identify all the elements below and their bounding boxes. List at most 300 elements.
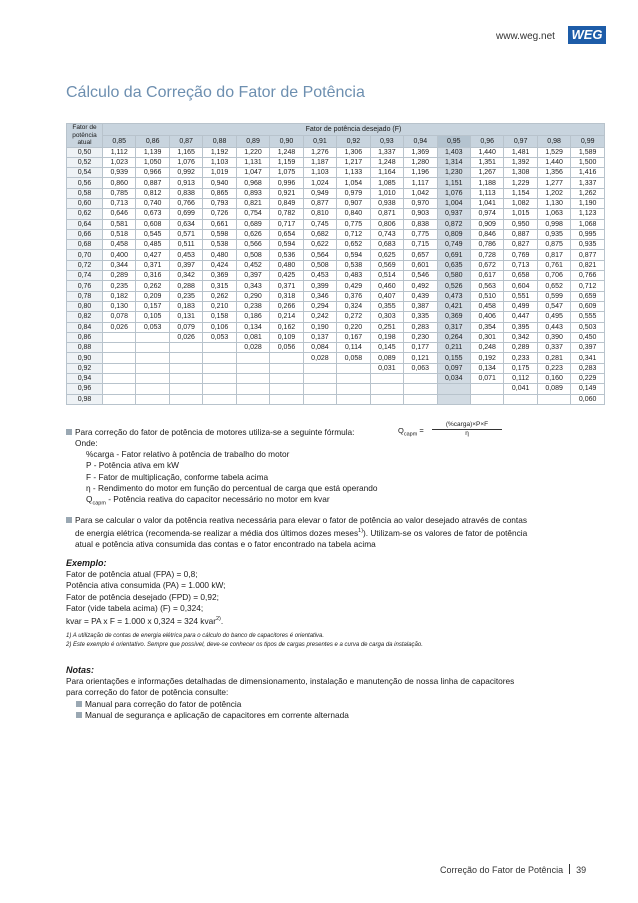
table-row: [67, 301, 605, 311]
factor-cell: 0,272: [337, 312, 370, 322]
factor-cell: 0,397: [236, 271, 269, 281]
desired-pf-column-header: 0,85: [103, 135, 136, 147]
factor-cell: 0,838: [169, 188, 202, 198]
factor-cell: 0,483: [337, 271, 370, 281]
factor-cell: 0,183: [169, 301, 202, 311]
factor-cell: 0,158: [203, 312, 236, 322]
table-row: [67, 353, 605, 363]
factor-cell: 0,503: [571, 322, 605, 332]
factor-cell: 0,317: [437, 322, 470, 332]
factor-cell: 0,294: [303, 301, 336, 311]
factor-cell: 0,622: [303, 240, 336, 250]
factor-cell: 0,460: [370, 281, 403, 291]
factor-cell: 0,594: [337, 250, 370, 260]
table-row: [67, 240, 605, 250]
factor-cell: 0,427: [136, 250, 169, 260]
factor-cell: 0,041: [504, 384, 537, 394]
current-pf-cell: 0,54: [67, 168, 103, 178]
factor-cell: 0,343: [236, 281, 269, 291]
factor-cell: 0,740: [136, 198, 169, 208]
factor-cell: 0,134: [236, 322, 269, 332]
factor-cell: 0,424: [203, 260, 236, 270]
factor-cell: 0,538: [203, 240, 236, 250]
bullet-square-icon: [76, 712, 82, 718]
factor-cell: [136, 332, 169, 342]
factor-cell: 0,315: [203, 281, 236, 291]
factor-cell: 0,785: [103, 188, 136, 198]
factor-cell: 1,015: [504, 209, 537, 219]
factor-cell: 0,706: [537, 271, 570, 281]
factor-cell: 0,230: [404, 332, 437, 342]
page-title: Cálculo da Correção do Fator de Potência: [66, 84, 365, 101]
factor-cell: 0,242: [303, 312, 336, 322]
factor-cell: [203, 384, 236, 394]
example-section: Exemplo: Fator de potência atual (FPA) = 0,8; Potência ativa consumida (PA) = 1.000 kW; Fator de potência desejado (FPD) = 0,92; Fator (vide tabela acima) (F) = 0,324; kvar = PA x F = 1.000 x 0,324 = 324 kvar$^{2)}$.: [66, 558, 606, 627]
factor-cell: 0,211: [437, 343, 470, 353]
desired-pf-header: Fator de potência desejado (F): [103, 124, 605, 136]
weg-logo: WEG: [568, 26, 606, 44]
factor-cell: 1,276: [303, 147, 336, 157]
factor-cell: 0,909: [470, 219, 503, 229]
factor-cell: 0,480: [203, 250, 236, 260]
current-pf-cell: 0,76: [67, 281, 103, 291]
factor-cell: 0,281: [537, 353, 570, 363]
factor-cell: [103, 353, 136, 363]
notes-heading: Notas:: [66, 665, 95, 675]
factor-cell: 1,440: [537, 157, 570, 167]
factor-cell: 1,403: [437, 147, 470, 157]
factor-cell: 1,165: [169, 147, 202, 157]
table-header-row: [67, 124, 605, 136]
factor-cell: 0,387: [404, 301, 437, 311]
factor-cell: 0,028: [236, 343, 269, 353]
factor-cell: [437, 394, 470, 404]
factor-cell: 0,145: [370, 343, 403, 353]
table-row: [67, 363, 605, 373]
factor-cell: 0,921: [270, 188, 303, 198]
factor-cell: 0,229: [571, 374, 605, 384]
current-pf-cell: 0,80: [67, 301, 103, 311]
factor-cell: [504, 394, 537, 404]
factor-cell: 0,887: [136, 178, 169, 188]
current-pf-cell: 0,70: [67, 250, 103, 260]
current-pf-cell: 0,66: [67, 229, 103, 239]
factor-cell: 0,397: [571, 343, 605, 353]
table-row: [67, 168, 605, 178]
table-row: [67, 250, 605, 260]
current-pf-cell: 0,78: [67, 291, 103, 301]
factor-cell: 0,034: [437, 374, 470, 384]
factor-cell: 0,399: [303, 281, 336, 291]
factor-cell: 0,673: [136, 209, 169, 219]
factor-cell: 0,860: [103, 178, 136, 188]
current-pf-cell: 0,50: [67, 147, 103, 157]
factor-cell: 0,601: [404, 260, 437, 270]
factor-cell: 0,235: [169, 291, 202, 301]
factor-cell: [404, 384, 437, 394]
factor-cell: [337, 394, 370, 404]
table-row: [67, 281, 605, 291]
factor-cell: 0,443: [537, 322, 570, 332]
factor-cell: 0,609: [571, 301, 605, 311]
factor-cell: [169, 384, 202, 394]
factor-cell: 0,974: [470, 209, 503, 219]
factor-cell: 1,123: [571, 209, 605, 219]
factor-cell: 0,689: [236, 219, 269, 229]
factor-cell: 0,026: [169, 332, 202, 342]
table-row: [67, 209, 605, 219]
factor-cell: 1,159: [270, 157, 303, 167]
factor-cell: 0,566: [236, 240, 269, 250]
factor-cell: 1,337: [370, 147, 403, 157]
factor-cell: 1,082: [504, 198, 537, 208]
factor-cell: 0,715: [404, 240, 437, 250]
factor-cell: 0,526: [437, 281, 470, 291]
desired-pf-column-header: 0,86: [136, 135, 169, 147]
table-row: [67, 188, 605, 198]
bullet-square-icon: [66, 517, 72, 523]
manual-item[interactable]: Manual de segurança e aplicação de capacitores em corrente alternada: [66, 710, 606, 721]
factor-cell: 0,160: [537, 374, 570, 384]
factor-cell: [103, 343, 136, 353]
factor-cell: 0,998: [537, 219, 570, 229]
factor-cell: [537, 394, 570, 404]
factor-cell: 1,230: [437, 168, 470, 178]
desired-pf-column-header: 0,99: [571, 135, 605, 147]
factor-cell: 0,939: [103, 168, 136, 178]
factor-cell: 1,196: [404, 168, 437, 178]
factor-cell: [470, 394, 503, 404]
factor-cell: 0,865: [203, 188, 236, 198]
current-pf-cell: 0,96: [67, 384, 103, 394]
factor-cell: 0,081: [236, 332, 269, 342]
desired-pf-column-header: 0,91: [303, 135, 336, 147]
footnotes: 1) A utilização de contas de energia elétrica para o cálculo do banco de capacitores é orientativa. 2) Este exemplo é orientativo. Sempre que possível, deve-se conhecer os tipos de cargas presentes e a curva de carga da instalação.: [66, 633, 423, 648]
current-pf-cell: 0,72: [67, 260, 103, 270]
desired-pf-column-header: 0,96: [470, 135, 503, 147]
factor-cell: 0,849: [270, 198, 303, 208]
factor-cell: 0,935: [537, 229, 570, 239]
factor-cell: 0,743: [370, 229, 403, 239]
factor-cell: [370, 384, 403, 394]
factor-cell: 0,938: [370, 198, 403, 208]
factor-cell: 1,220: [236, 147, 269, 157]
factor-cell: 1,113: [470, 188, 503, 198]
factor-cell: [236, 394, 269, 404]
factor-cell: 0,058: [337, 353, 370, 363]
factor-cell: 0,887: [504, 229, 537, 239]
factor-cell: 0,376: [337, 291, 370, 301]
factor-cell: 0,248: [470, 343, 503, 353]
factor-cell: 0,766: [571, 271, 605, 281]
factor-cell: [169, 363, 202, 373]
factor-cell: 0,937: [437, 209, 470, 219]
factor-cell: [236, 363, 269, 373]
desired-pf-columns: [67, 135, 605, 147]
factor-cell: 1,192: [203, 147, 236, 157]
manual-item[interactable]: Manual para correção do fator de potência: [66, 699, 606, 710]
factor-cell: 0,198: [370, 332, 403, 342]
factor-cell: 0,968: [236, 178, 269, 188]
current-pf-cell: 0,90: [67, 353, 103, 363]
factor-cell: 0,726: [203, 209, 236, 219]
factor-cell: 0,155: [437, 353, 470, 363]
factor-cell: 1,068: [571, 219, 605, 229]
desired-pf-column-header: 0,88: [203, 135, 236, 147]
factor-cell: 0,871: [370, 209, 403, 219]
factor-cell: [270, 363, 303, 373]
power-factor-table: [66, 123, 605, 405]
factor-cell: 0,508: [303, 260, 336, 270]
factor-cell: 0,395: [504, 322, 537, 332]
desired-pf-column-header: 0,97: [504, 135, 537, 147]
factor-cell: 0,371: [270, 281, 303, 291]
table-row: [67, 198, 605, 208]
factor-cell: [203, 363, 236, 373]
factor-cell: 0,672: [470, 260, 503, 270]
table-row: [67, 343, 605, 353]
factor-cell: 0,214: [270, 312, 303, 322]
factor-cell: 0,167: [337, 332, 370, 342]
factor-cell: 0,089: [537, 384, 570, 394]
factor-cell: 0,812: [136, 188, 169, 198]
factor-cell: [136, 353, 169, 363]
formula-intro: Para correção do fator de potência de motores utiliza-se a seguinte fórmula:: [66, 427, 606, 438]
factor-cell: 1,500: [571, 157, 605, 167]
factor-cell: 1,392: [504, 157, 537, 167]
factor-cell: 1,190: [571, 198, 605, 208]
factor-cell: [236, 374, 269, 384]
factor-cell: 0,342: [169, 271, 202, 281]
factor-cell: 1,023: [103, 157, 136, 167]
factor-cell: 1,308: [504, 168, 537, 178]
factor-cell: 0,112: [504, 374, 537, 384]
factor-cell: 1,529: [537, 147, 570, 157]
factor-cell: [203, 353, 236, 363]
factor-cell: [303, 363, 336, 373]
factor-cell: 0,175: [504, 363, 537, 373]
desired-pf-column-header: 0,98: [537, 135, 570, 147]
factor-cell: 0,192: [470, 353, 503, 363]
factor-cell: 0,238: [236, 301, 269, 311]
factor-cell: 0,745: [303, 219, 336, 229]
factor-cell: 0,407: [370, 291, 403, 301]
table-row: [67, 271, 605, 281]
factor-cell: 0,827: [504, 240, 537, 250]
current-pf-cell: 0,64: [67, 219, 103, 229]
factor-cell: 0,452: [236, 260, 269, 270]
factor-cell: 0,209: [136, 291, 169, 301]
factor-cell: [270, 353, 303, 363]
factor-cell: 0,210: [203, 301, 236, 311]
factor-cell: 1,076: [437, 188, 470, 198]
factor-cell: 0,712: [571, 281, 605, 291]
factor-cell: 0,053: [203, 332, 236, 342]
factor-cell: 0,518: [103, 229, 136, 239]
factor-cell: 0,907: [337, 198, 370, 208]
factor-cell: 0,786: [470, 240, 503, 250]
factor-cell: 0,754: [236, 209, 269, 219]
current-pf-cell: 0,68: [67, 240, 103, 250]
factor-cell: 1,042: [404, 188, 437, 198]
factor-cell: 0,875: [537, 240, 570, 250]
factor-cell: 1,481: [504, 147, 537, 157]
factor-cell: 0,485: [136, 240, 169, 250]
factor-cell: 0,071: [470, 374, 503, 384]
factor-cell: [404, 394, 437, 404]
factor-cell: 1,351: [470, 157, 503, 167]
factor-cell: 0,659: [571, 291, 605, 301]
factor-cell: [303, 374, 336, 384]
factor-cell: 0,473: [437, 291, 470, 301]
factor-cell: 0,661: [203, 219, 236, 229]
factor-cell: [236, 353, 269, 363]
current-pf-cell: 0,60: [67, 198, 103, 208]
factor-cell: 0,290: [236, 291, 269, 301]
website-url[interactable]: www.weg.net: [496, 31, 555, 42]
factor-cell: 0,625: [370, 250, 403, 260]
kvar-result: kvar = PA x F = 1.000 x 0,324 = 324 kvar$^{2)}$.: [66, 615, 224, 626]
factor-cell: 0,555: [571, 312, 605, 322]
factor-cell: 0,028: [303, 353, 336, 363]
factor-cell: 1,356: [537, 168, 570, 178]
footer-section-title: Correção do Fator de Potência: [440, 865, 564, 875]
table-row: [67, 178, 605, 188]
factor-cell: [203, 343, 236, 353]
factor-cell: 0,935: [571, 240, 605, 250]
example-heading: Exemplo:: [66, 558, 107, 568]
factor-cell: [103, 374, 136, 384]
factor-cell: [437, 384, 470, 394]
factor-cell: 1,075: [270, 168, 303, 178]
factor-cell: 0,979: [337, 188, 370, 198]
factor-cell: 0,318: [270, 291, 303, 301]
factor-cell: 1,103: [203, 157, 236, 167]
factor-cell: 0,775: [337, 219, 370, 229]
factor-cell: 0,157: [136, 301, 169, 311]
current-pf-cell: 0,52: [67, 157, 103, 167]
table-row: [67, 374, 605, 384]
factor-cell: 0,569: [370, 260, 403, 270]
factor-cell: 0,425: [270, 271, 303, 281]
factor-cell: 0,056: [270, 343, 303, 353]
factor-cell: 0,594: [270, 240, 303, 250]
factor-cell: 0,538: [337, 260, 370, 270]
current-pf-cell: 0,92: [67, 363, 103, 373]
factor-cell: 0,453: [303, 271, 336, 281]
factor-cell: [103, 394, 136, 404]
factor-cell: [370, 394, 403, 404]
factor-cell: [404, 374, 437, 384]
factor-cell: 0,397: [169, 260, 202, 270]
factor-cell: 0,646: [103, 209, 136, 219]
factor-cell: 0,510: [470, 291, 503, 301]
factor-cell: 0,966: [136, 168, 169, 178]
factor-cell: 1,187: [303, 157, 336, 167]
factor-cell: 1,280: [404, 157, 437, 167]
factor-cell: [337, 363, 370, 373]
factor-cell: 0,872: [437, 219, 470, 229]
factor-cell: [103, 384, 136, 394]
factor-cell: 0,283: [571, 363, 605, 373]
factor-cell: 0,563: [470, 281, 503, 291]
factor-cell: 0,262: [203, 291, 236, 301]
current-pf-cell: 0,88: [67, 343, 103, 353]
factor-cell: 0,390: [537, 332, 570, 342]
factor-cell: 0,699: [169, 209, 202, 219]
factor-cell: 0,536: [270, 250, 303, 260]
factor-cell: 1,154: [504, 188, 537, 198]
factor-cell: 0,691: [437, 250, 470, 260]
factor-cell: [203, 394, 236, 404]
factor-cell: 0,458: [470, 301, 503, 311]
factor-cell: 0,341: [571, 353, 605, 363]
factor-cell: [470, 384, 503, 394]
factor-cell: [337, 374, 370, 384]
factor-cell: 0,337: [537, 343, 570, 353]
factor-cell: 0,089: [370, 353, 403, 363]
factor-cell: 0,186: [236, 312, 269, 322]
desired-pf-column-header: 0,87: [169, 135, 202, 147]
factor-cell: 0,303: [370, 312, 403, 322]
current-pf-cell: 0,82: [67, 312, 103, 322]
factor-cell: 0,106: [203, 322, 236, 332]
factor-cell: 0,288: [169, 281, 202, 291]
factor-cell: 0,728: [470, 250, 503, 260]
kvar-calculation-paragraph: Para se calcular o valor da potência reativa necessária para elevar o fator de potência ao valor desejado através de contas de energia elétrica (recomenda-se realizar a média dos últimos dozes meses$^{1)}$). Utilizam-se os valores de fator de potência atual e potência ativa consumida das contas e o fator encontrado na tabela acima: [66, 515, 606, 550]
factor-cell: 1,041: [470, 198, 503, 208]
factor-cell: 0,289: [103, 271, 136, 281]
factor-cell: 0,514: [370, 271, 403, 281]
factor-cell: 1,416: [571, 168, 605, 178]
factor-cell: 0,137: [303, 332, 336, 342]
factor-cell: 0,109: [270, 332, 303, 342]
factor-cell: 1,277: [537, 178, 570, 188]
factor-cell: 1,047: [236, 168, 269, 178]
factor-cell: 0,654: [270, 229, 303, 239]
factor-cell: 0,712: [337, 229, 370, 239]
current-pf-cell: 0,84: [67, 322, 103, 332]
factor-cell: 0,177: [404, 343, 437, 353]
factor-cell: 0,301: [470, 332, 503, 342]
factor-cell: 0,355: [370, 301, 403, 311]
factor-cell: 1,589: [571, 147, 605, 157]
factor-cell: 1,019: [203, 168, 236, 178]
factor-cell: 0,580: [437, 271, 470, 281]
factor-cell: 0,235: [103, 281, 136, 291]
factor-cell: [370, 374, 403, 384]
factor-cell: [169, 353, 202, 363]
factor-cell: 0,810: [303, 209, 336, 219]
factor-cell: 1,267: [470, 168, 503, 178]
factor-cell: 0,223: [537, 363, 570, 373]
factor-cell: 1,139: [136, 147, 169, 157]
factor-cell: 0,149: [571, 384, 605, 394]
factor-cell: 1,131: [236, 157, 269, 167]
factor-cell: 0,495: [537, 312, 570, 322]
desired-pf-column-header: 0,90: [270, 135, 303, 147]
factor-cell: 0,598: [203, 229, 236, 239]
factor-cell: 0,078: [103, 312, 136, 322]
factor-cell: 0,346: [303, 291, 336, 301]
factor-cell: 0,893: [236, 188, 269, 198]
factor-cell: 0,097: [437, 363, 470, 373]
factor-cell: 0,626: [236, 229, 269, 239]
formula-fraction: (%carga)×P×F η: [432, 421, 502, 437]
factor-cell: 0,940: [203, 178, 236, 188]
factor-cell: 1,103: [303, 168, 336, 178]
factor-cell: 1,314: [437, 157, 470, 167]
